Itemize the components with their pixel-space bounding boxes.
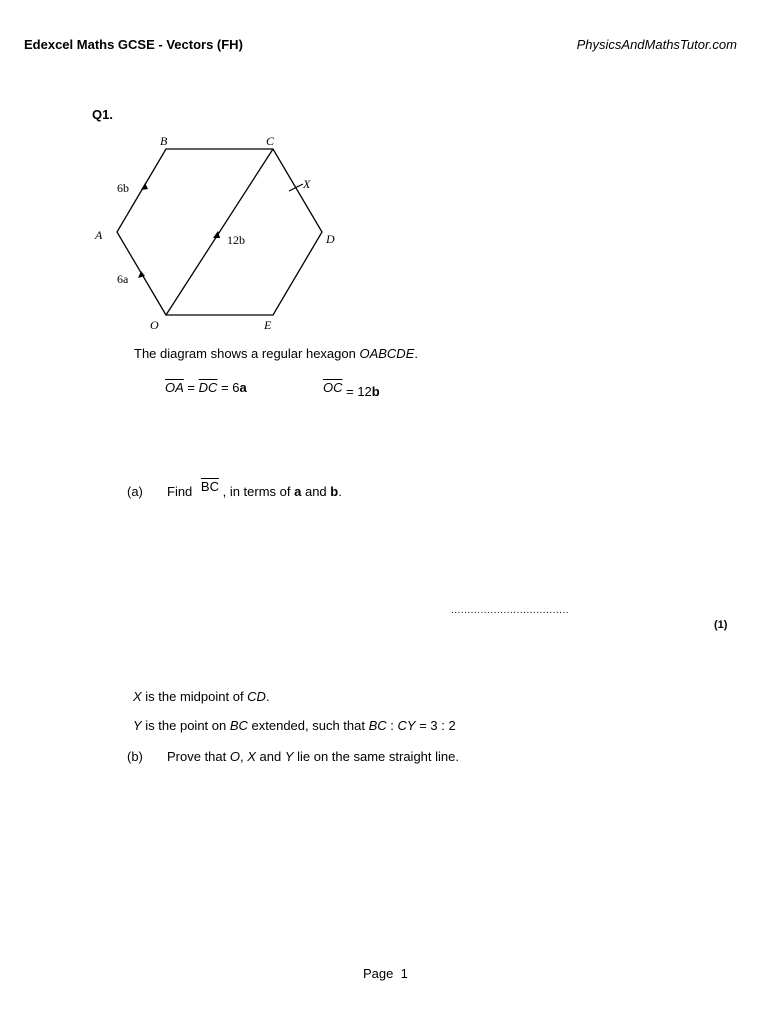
page-footer: Page 1: [363, 966, 408, 981]
marks-part-a: (1): [714, 619, 728, 631]
label-a: A: [95, 228, 103, 242]
label-o: O: [150, 318, 159, 332]
tick-x: [289, 184, 303, 191]
hexagon-diagram: [0, 0, 768, 340]
question-number: Q1.: [92, 107, 113, 122]
header-title: Edexcel Maths GCSE - Vectors (FH): [24, 37, 243, 52]
diagonal-oc: [166, 149, 273, 315]
part-b-label: (b): [127, 749, 143, 764]
label-b: B: [160, 134, 168, 148]
label-e: E: [264, 318, 272, 332]
label-6b: 6b: [117, 181, 129, 195]
vector-oc: $\overline{OC} = 12b$: [323, 380, 380, 399]
part-b-text: Prove that O, X and Y lie on the same straight line.: [167, 749, 459, 764]
intro-text: The diagram shows a regular hexagon OABCDE.: [134, 346, 418, 361]
part-a-label: (a): [127, 484, 143, 499]
arrow-ab: [141, 183, 148, 190]
label-c: C: [266, 134, 275, 148]
header-site[interactable]: PhysicsAndMathsTutor.com: [576, 37, 737, 52]
label-6a: 6a: [117, 272, 129, 286]
point-y-text: Y is the point on BC extended, such that BC : CY = 3 : 2: [133, 718, 456, 733]
answer-line[interactable]: ....................................: [451, 605, 570, 616]
label-12b: 12b: [227, 233, 245, 247]
vector-oa-dc: $\overline{OA} = \overline{DC} = 6a$: [165, 380, 247, 395]
part-a-text: Find $\overline{BC}$ , in terms of a and b.: [167, 479, 342, 499]
label-d: D: [326, 232, 335, 246]
label-x: X: [303, 177, 311, 191]
midpoint-text: X is the midpoint of CD.: [133, 689, 270, 704]
